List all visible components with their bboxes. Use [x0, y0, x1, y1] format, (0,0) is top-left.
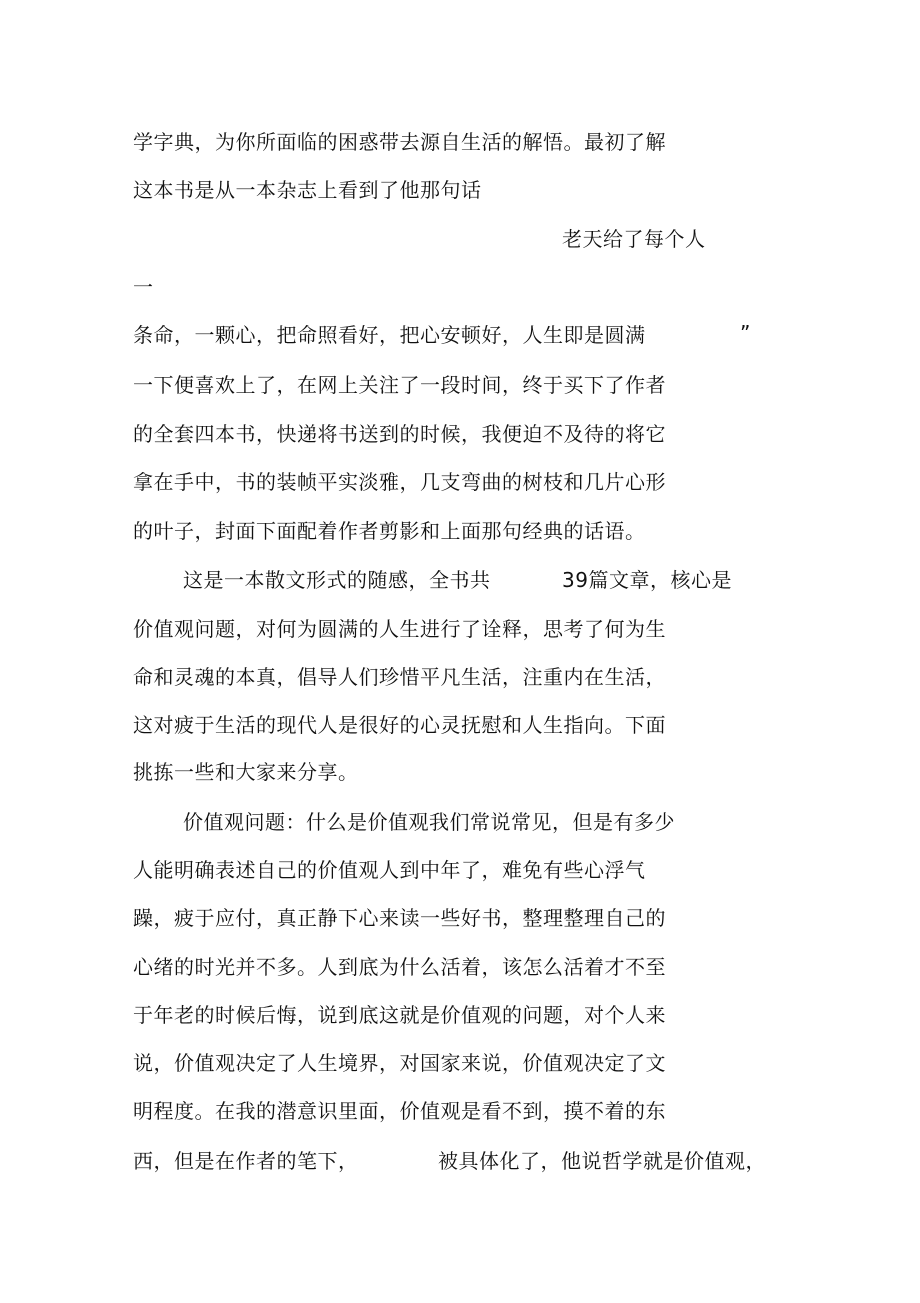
text-line-2: 这本书是从一本杂志上看到了他那句话: [133, 178, 482, 202]
text-line-6: 一下便喜欢上了，在网上关注了一段时间，终于买下了作者: [133, 373, 666, 397]
closing-quote: ”: [740, 321, 751, 345]
text-line-13: 这对疲于生活的现代人是很好的心灵抚慰和人生指向。下面: [133, 713, 666, 737]
text-line-3: 老天给了每个人: [562, 227, 706, 251]
text-line-12: 命和灵魂的本真，倡导人们珍惜平凡生活，注重内在生活，: [133, 665, 666, 689]
text-line-10a: 这是一本散文形式的随感，全书共: [183, 568, 491, 592]
text-line-1: 学字典，为你所面临的困惑带去源自生活的解悟。最初了解: [133, 130, 666, 154]
text-line-8: 拿在手中，书的装帧平实淡雅，几支弯曲的树枝和几片心形: [133, 470, 666, 494]
text-line-5: 条命，一颗心，把命照看好，把心安顿好，人生即是圆满: [133, 323, 646, 347]
text-line-22b: 被具体化了，他说哲学就是价值观，: [438, 1149, 766, 1173]
text-line-21: 明程度。在我的潜意识里面，价值观是看不到，摸不着的东: [133, 1099, 666, 1123]
text-line-22a: 西，但是在作者的笔下，: [133, 1149, 359, 1173]
text-line-17: 躁，疲于应付，真正静下心来读一些好书，整理整理自己的: [133, 906, 666, 930]
text-line-18: 心绪的时光并不多。人到底为什么活着，该怎么活着才不至: [133, 955, 666, 979]
text-line-16: 人能明确表述自己的价值观人到中年了，难免有些心浮气: [133, 858, 646, 882]
text-line-11: 价值观问题，对何为圆满的人生进行了诠释，思考了何为生: [133, 617, 666, 641]
text-line-20: 说，价值观决定了人生境界，对国家来说，价值观决定了文: [133, 1051, 666, 1075]
text-line-9: 的叶子，封面下面配着作者剪影和上面那句经典的话语。: [133, 519, 646, 543]
text-line-19: 于年老的时候后悔，说到底这就是价值观的问题，对个人来: [133, 1003, 666, 1027]
text-line-10b: 39篇文章，核心是: [562, 568, 732, 592]
text-line-15: 价值观问题：什么是价值观我们常说常见，但是有多少: [183, 810, 675, 834]
text-line-14: 挑拣一些和大家来分享。: [133, 760, 359, 784]
text-line-4: 一: [133, 275, 154, 299]
text-line-7: 的全套四本书，快递将书送到的时候，我便迫不及待的将它: [133, 422, 666, 446]
